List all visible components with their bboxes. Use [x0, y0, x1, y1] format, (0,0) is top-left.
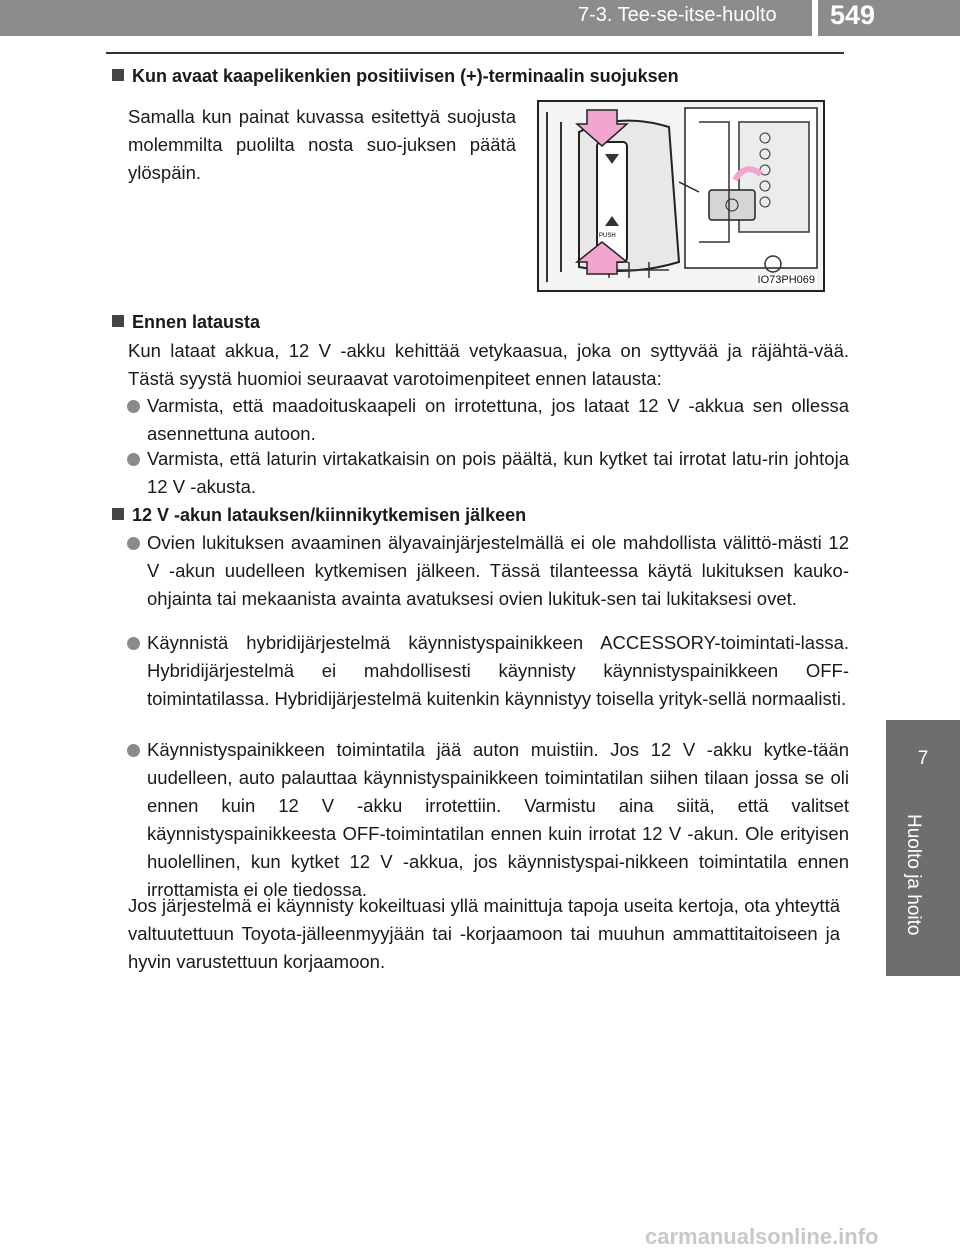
page-number: 549: [830, 0, 876, 30]
list-item: Varmista, että maadoituskaapeli on irrotettuna, jos lataat 12 V -akkua sen ollessa asennettuna autoon.: [127, 392, 849, 448]
list-item: Käynnistä hybridijärjestelmä käynnistyspainikkeen ACCESSORY-toimintati-lassa. Hybridijärjestelmä ei mahdollisesti käynnisty käynnistyspainikkeen OFF-toimintatilassa. Hybridijärjestelmä kuitenkin käynnistyy toisella yrityk-sellä normaalisti.: [127, 629, 849, 713]
figure-label: IO73PH069: [757, 274, 815, 286]
section3-heading: 12 V -akun latauksen/kiinnikytkemisen jälkeen: [112, 505, 526, 526]
chapter-title: Huolto ja hoito: [903, 814, 924, 936]
section3-closing: Jos järjestelmä ei käynnisty kokeiltuasi yllä mainittuja tapoja useita kertoja, ota yhteyttä valtuutettuun Toyota-jälleenmyyjään tai -korjaamoon tai muuhun ammattitaitoiseen ja hyvin varustettuun korjaamoon.: [128, 895, 840, 972]
list-item: Varmista, että laturin virtakatkaisin on pois päältä, kun kytket tai irrotat latu-rin johtoja 12 V -akusta.: [127, 445, 849, 501]
bullet-dot-icon: [127, 637, 140, 650]
battery-illustration: [539, 102, 823, 290]
heading-square-icon: [112, 69, 124, 81]
header-divider: [812, 0, 818, 36]
bullet-dot-icon: [127, 400, 140, 413]
svg-text:PUSH: PUSH: [599, 233, 616, 239]
bullet-dot-icon: [127, 453, 140, 466]
bullet-dot-icon: [127, 537, 140, 550]
chapter-tab: [886, 720, 960, 806]
top-rule: [106, 52, 844, 54]
bullet-dot-icon: [127, 744, 140, 757]
heading-square-icon: [112, 315, 124, 327]
section2-intro: Kun lataat akkua, 12 V -akku kehittää vetykaasua, joka on syttyvää ja räjähtä-vää. Tästä syystä huomioi seuraavat varotoimenpiteet ennen latausta:: [128, 340, 849, 389]
section1-text: Samalla kun painat kuvassa esitettyä suojusta molemmilta puolilta nosta suo-juksen päätä ylöspäin.: [128, 106, 516, 183]
watermark: carmanualsonline.info: [645, 1224, 879, 1249]
list-item: Käynnistyspainikkeen toimintatila jää auton muistiin. Jos 12 V -akku kytke-tään uudelleen, auto palauttaa käynnistyspainikkeen toimintatilan siihen tilaan jossa se oli ennen kuin 12 V -akku irrotettiin. Varmistu aina siitä, että valitset käynnistyspainikkeesta OFF-toimintatilan ennen kuin irrotat 12 V -akun. Ole erityisen huolellinen, kun kytket 12 V -akkua, jos käynnistyspai-nikkeen toimintatila ennen irrottamista ei ole tiedossa.: [127, 736, 849, 904]
chapter-number: 7: [917, 748, 929, 769]
heading-square-icon: [112, 508, 124, 520]
section2-heading: Ennen latausta: [112, 312, 260, 333]
chapter-side-bar: [886, 806, 960, 976]
battery-cover-figure: [537, 100, 825, 292]
section-title: 7-3. Tee-se-itse-huolto: [578, 4, 777, 26]
list-item: Ovien lukituksen avaaminen älyavainjärjestelmällä ei ole mahdollista välittö-mästi 12 V -akun uudelleen kytkemisen jälkeen. Tässä tilanteessa käytä lukituksen kauko-ohjainta tai mekaanista avainta avatuksesi ovien lukituk-sen tai lukitaksesi ovet.: [127, 529, 849, 613]
section1-heading: Kun avaat kaapelikenkien positiivisen (+)-terminaalin suojuksen: [112, 66, 679, 87]
